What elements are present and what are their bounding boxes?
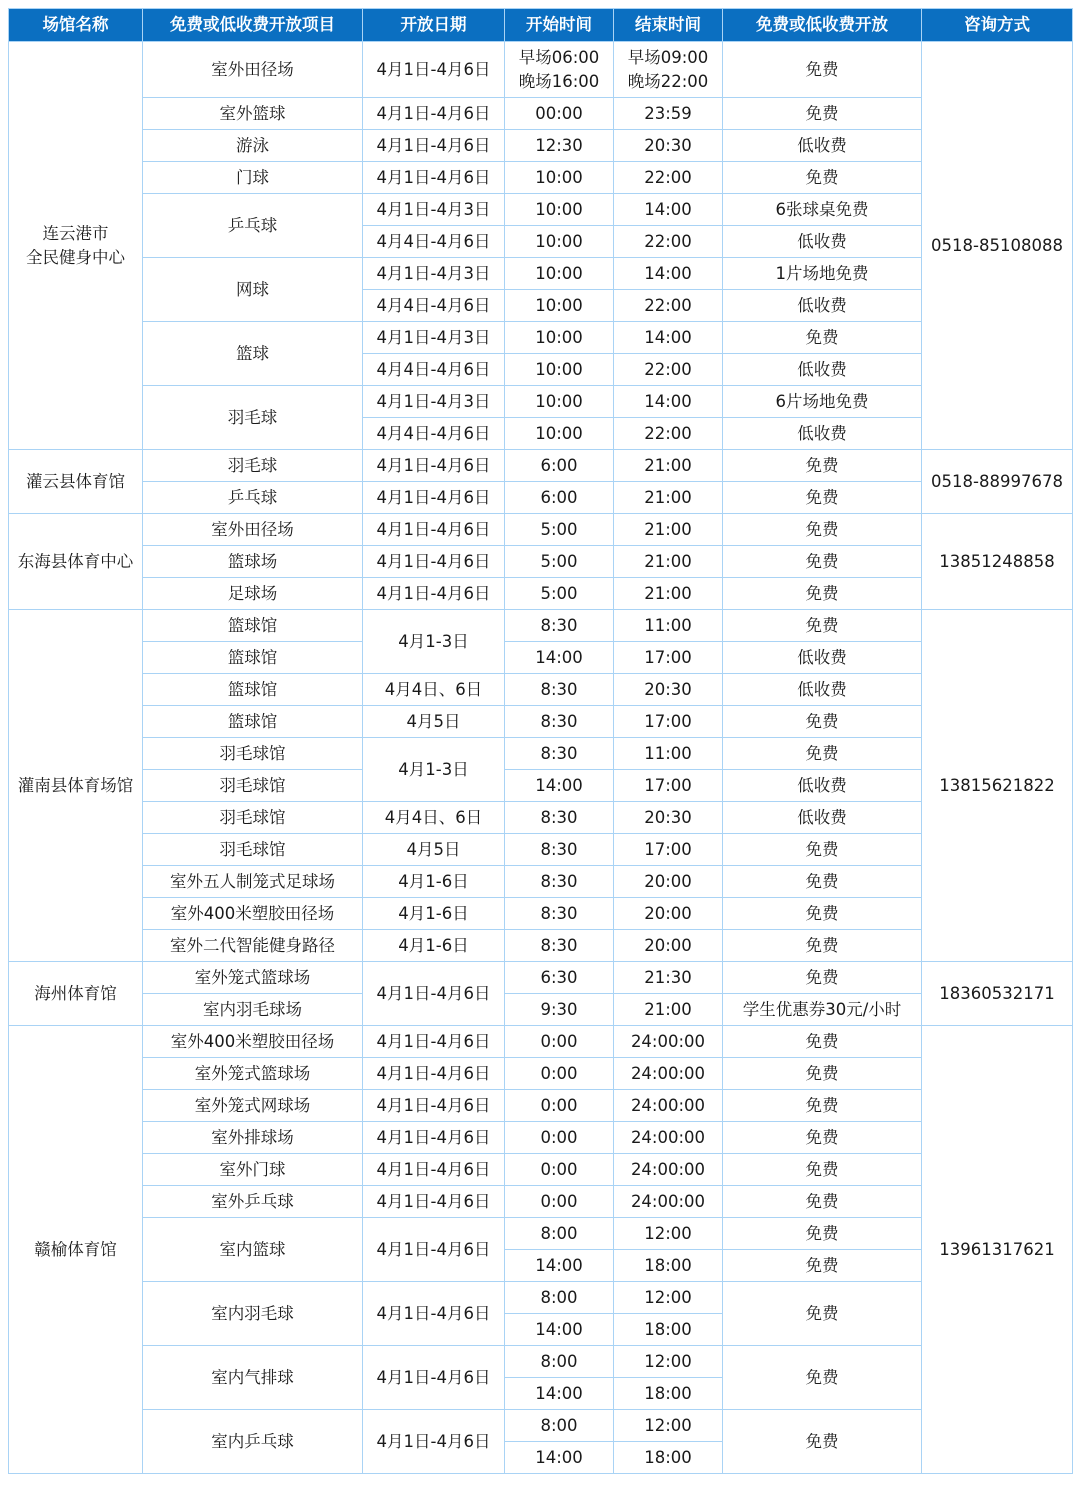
table-cell: 17:00 bbox=[614, 706, 723, 738]
table-row bbox=[9, 450, 1073, 482]
table-cell: 4月1日-4月6日 bbox=[363, 98, 505, 130]
table-cell: 10:00 bbox=[505, 322, 614, 354]
table-cell: 24:00:00 bbox=[614, 1122, 723, 1154]
table-cell: 篮球馆 bbox=[143, 642, 363, 674]
table-cell: 20:30 bbox=[614, 802, 723, 834]
table-cell: 篮球馆 bbox=[143, 706, 363, 738]
table-row bbox=[9, 610, 1073, 642]
table-cell: 早场06:00 晚场16:00 bbox=[505, 42, 614, 98]
table-cell: 14:00 bbox=[614, 194, 723, 226]
table-cell: 17:00 bbox=[614, 834, 723, 866]
table-cell: 13851248858 bbox=[922, 514, 1073, 610]
table-cell: 23:59 bbox=[614, 98, 723, 130]
table-cell: 20:30 bbox=[614, 130, 723, 162]
table-cell: 免费 bbox=[723, 98, 922, 130]
table-cell: 免费 bbox=[723, 1058, 922, 1090]
table-cell: 24:00:00 bbox=[614, 1154, 723, 1186]
table-cell: 4月1日-4月3日 bbox=[363, 322, 505, 354]
table-cell: 免费 bbox=[723, 1250, 922, 1282]
table-cell: 免费 bbox=[723, 1346, 922, 1410]
table-cell: 4月1日-4月6日 bbox=[363, 42, 505, 98]
table-cell: 室内气排球 bbox=[143, 1346, 363, 1410]
table-cell: 4月1-6日 bbox=[363, 898, 505, 930]
table-cell: 室内羽毛球场 bbox=[143, 994, 363, 1026]
table-cell: 14:00 bbox=[505, 1250, 614, 1282]
table-cell: 10:00 bbox=[505, 386, 614, 418]
table-cell: 低收费 bbox=[723, 130, 922, 162]
table-cell: 4月1日-4月3日 bbox=[363, 386, 505, 418]
table-cell: 22:00 bbox=[614, 226, 723, 258]
table-cell: 20:00 bbox=[614, 898, 723, 930]
table-cell: 4月4日-4月6日 bbox=[363, 354, 505, 386]
table-cell: 8:00 bbox=[505, 1218, 614, 1250]
table-row bbox=[9, 1218, 1073, 1250]
table-cell: 4月1日-4月6日 bbox=[363, 1410, 505, 1474]
table-cell: 免费 bbox=[723, 738, 922, 770]
table-cell: 羽毛球馆 bbox=[143, 802, 363, 834]
table-cell: 00:00 bbox=[505, 98, 614, 130]
table-cell: 低收费 bbox=[723, 770, 922, 802]
table-cell: 14:00 bbox=[614, 258, 723, 290]
table-cell: 4月1日-4月6日 bbox=[363, 130, 505, 162]
table-cell: 4月4日、6日 bbox=[363, 802, 505, 834]
table-cell: 篮球馆 bbox=[143, 610, 363, 642]
table-cell: 低收费 bbox=[723, 354, 922, 386]
table-cell: 免费 bbox=[723, 322, 922, 354]
table-cell: 4月1日-4月6日 bbox=[363, 1026, 505, 1058]
table-cell: 4月1日-4月6日 bbox=[363, 1186, 505, 1218]
table-cell: 0518-85108088 bbox=[922, 42, 1073, 450]
table-cell: 4月1日-4月6日 bbox=[363, 450, 505, 482]
table-cell: 18:00 bbox=[614, 1250, 723, 1282]
table-cell: 4月1日-4月6日 bbox=[363, 482, 505, 514]
table-cell: 4月1日-4月6日 bbox=[363, 1122, 505, 1154]
table-cell: 11:00 bbox=[614, 738, 723, 770]
table-cell: 免费 bbox=[723, 162, 922, 194]
table-cell: 21:30 bbox=[614, 962, 723, 994]
table-cell: 8:30 bbox=[505, 834, 614, 866]
table-cell: 免费 bbox=[723, 898, 922, 930]
table-cell: 20:00 bbox=[614, 866, 723, 898]
table-cell: 免费 bbox=[723, 962, 922, 994]
table-cell: 24:00:00 bbox=[614, 1026, 723, 1058]
table-cell: 0:00 bbox=[505, 1026, 614, 1058]
table-cell: 8:30 bbox=[505, 930, 614, 962]
table-cell: 室外乒乓球 bbox=[143, 1186, 363, 1218]
table-cell: 赣榆体育馆 bbox=[9, 1026, 143, 1474]
table-cell: 4月1日-4月6日 bbox=[363, 578, 505, 610]
table-row bbox=[9, 770, 1073, 802]
table-cell: 8:30 bbox=[505, 674, 614, 706]
table-cell: 12:00 bbox=[614, 1346, 723, 1378]
table-row bbox=[9, 994, 1073, 1026]
table-cell: 篮球馆 bbox=[143, 674, 363, 706]
table-cell: 灌南县体育场馆 bbox=[9, 610, 143, 962]
table-cell: 4月4日-4月6日 bbox=[363, 290, 505, 322]
table-cell: 24:00:00 bbox=[614, 1090, 723, 1122]
table-cell: 室外田径场 bbox=[143, 42, 363, 98]
table-cell: 足球场 bbox=[143, 578, 363, 610]
table-cell: 免费 bbox=[723, 482, 922, 514]
table-cell: 17:00 bbox=[614, 642, 723, 674]
table-cell: 4月1日-4月3日 bbox=[363, 258, 505, 290]
table-cell: 乒乓球 bbox=[143, 482, 363, 514]
table-cell: 室外五人制笼式足球场 bbox=[143, 866, 363, 898]
table-cell: 室外田径场 bbox=[143, 514, 363, 546]
table-cell: 羽毛球馆 bbox=[143, 738, 363, 770]
table-cell: 4月5日 bbox=[363, 706, 505, 738]
table-row bbox=[9, 322, 1073, 354]
table-cell: 8:30 bbox=[505, 898, 614, 930]
table-cell: 室外笼式篮球场 bbox=[143, 1058, 363, 1090]
table-cell: 室外排球场 bbox=[143, 1122, 363, 1154]
table-row bbox=[9, 258, 1073, 290]
table-cell: 10:00 bbox=[505, 354, 614, 386]
table-cell: 篮球 bbox=[143, 322, 363, 386]
table-cell: 18:00 bbox=[614, 1378, 723, 1410]
table-cell: 6张球桌免费 bbox=[723, 194, 922, 226]
table-cell: 22:00 bbox=[614, 290, 723, 322]
table-cell: 10:00 bbox=[505, 418, 614, 450]
table-row bbox=[9, 834, 1073, 866]
table-cell: 5:00 bbox=[505, 546, 614, 578]
table-cell: 室内篮球 bbox=[143, 1218, 363, 1282]
table-cell: 低收费 bbox=[723, 674, 922, 706]
table-row bbox=[9, 386, 1073, 418]
table-row bbox=[9, 1026, 1073, 1058]
table-cell: 17:00 bbox=[614, 770, 723, 802]
table-cell: 乒乓球 bbox=[143, 194, 363, 258]
table-cell: 5:00 bbox=[505, 514, 614, 546]
table-cell: 8:30 bbox=[505, 610, 614, 642]
table-row bbox=[9, 1090, 1073, 1122]
table-cell: 连云港市 全民健身中心 bbox=[9, 42, 143, 450]
table-cell: 4月4日-4月6日 bbox=[363, 226, 505, 258]
table-cell: 24:00:00 bbox=[614, 1186, 723, 1218]
table-cell: 8:30 bbox=[505, 802, 614, 834]
table-cell: 室外400米塑胶田径场 bbox=[143, 898, 363, 930]
table-cell: 4月1日-4月6日 bbox=[363, 1218, 505, 1282]
table-cell: 游泳 bbox=[143, 130, 363, 162]
table-cell: 0:00 bbox=[505, 1154, 614, 1186]
table-cell: 4月1日-4月6日 bbox=[363, 162, 505, 194]
table-cell: 免费 bbox=[723, 1090, 922, 1122]
table-row bbox=[9, 194, 1073, 226]
table-cell: 13961317621 bbox=[922, 1026, 1073, 1474]
table-cell: 18360532171 bbox=[922, 962, 1073, 1026]
table-cell: 10:00 bbox=[505, 194, 614, 226]
table-cell: 0:00 bbox=[505, 1186, 614, 1218]
table-cell: 羽毛球 bbox=[143, 386, 363, 450]
table-cell: 8:00 bbox=[505, 1282, 614, 1314]
table-cell: 22:00 bbox=[614, 418, 723, 450]
table-row bbox=[9, 674, 1073, 706]
table-cell: 6:00 bbox=[505, 482, 614, 514]
table-cell: 室外400米塑胶田径场 bbox=[143, 1026, 363, 1058]
table-cell: 0:00 bbox=[505, 1122, 614, 1154]
table-cell: 24:00:00 bbox=[614, 1058, 723, 1090]
table-cell: 10:00 bbox=[505, 226, 614, 258]
header-venue: 场馆名称 bbox=[9, 9, 143, 42]
table-row bbox=[9, 514, 1073, 546]
table-cell: 羽毛球 bbox=[143, 450, 363, 482]
table-cell: 4月5日 bbox=[363, 834, 505, 866]
table-cell: 低收费 bbox=[723, 642, 922, 674]
table-cell: 网球 bbox=[143, 258, 363, 322]
venue-schedule-table bbox=[8, 8, 1073, 1474]
table-cell: 18:00 bbox=[614, 1314, 723, 1346]
table-cell: 免费 bbox=[723, 1122, 922, 1154]
table-cell: 4月1-3日 bbox=[363, 610, 505, 674]
table-row bbox=[9, 1346, 1073, 1378]
table-cell: 12:30 bbox=[505, 130, 614, 162]
table-cell: 6片场地免费 bbox=[723, 386, 922, 418]
table-cell: 免费 bbox=[723, 1186, 922, 1218]
table-cell: 8:30 bbox=[505, 706, 614, 738]
table-cell: 14:00 bbox=[505, 1314, 614, 1346]
table-cell: 免费 bbox=[723, 450, 922, 482]
table-row bbox=[9, 1282, 1073, 1314]
table-cell: 室外笼式篮球场 bbox=[143, 962, 363, 994]
table-row bbox=[9, 130, 1073, 162]
table-cell: 8:00 bbox=[505, 1410, 614, 1442]
table-row bbox=[9, 578, 1073, 610]
table-cell: 羽毛球馆 bbox=[143, 834, 363, 866]
table-cell: 21:00 bbox=[614, 546, 723, 578]
table-cell: 18:00 bbox=[614, 1442, 723, 1474]
table-cell: 4月1日-4月6日 bbox=[363, 1090, 505, 1122]
table-row bbox=[9, 546, 1073, 578]
table-row bbox=[9, 738, 1073, 770]
table-row bbox=[9, 98, 1073, 130]
table-row bbox=[9, 1058, 1073, 1090]
table-cell: 4月1日-4月6日 bbox=[363, 514, 505, 546]
table-cell: 室外门球 bbox=[143, 1154, 363, 1186]
table-cell: 13815621822 bbox=[922, 610, 1073, 962]
table-cell: 免费 bbox=[723, 930, 922, 962]
table-cell: 免费 bbox=[723, 578, 922, 610]
table-row bbox=[9, 802, 1073, 834]
table-cell: 门球 bbox=[143, 162, 363, 194]
header-start-time: 开始时间 bbox=[505, 9, 614, 42]
table-cell: 22:00 bbox=[614, 162, 723, 194]
table-cell: 0:00 bbox=[505, 1090, 614, 1122]
header-end-time: 结束时间 bbox=[614, 9, 723, 42]
table-row bbox=[9, 1122, 1073, 1154]
table-cell: 8:00 bbox=[505, 1346, 614, 1378]
table-cell: 4月1日-4月6日 bbox=[363, 546, 505, 578]
table-cell: 9:30 bbox=[505, 994, 614, 1026]
table-cell: 低收费 bbox=[723, 418, 922, 450]
table-cell: 12:00 bbox=[614, 1218, 723, 1250]
table-cell: 0:00 bbox=[505, 1058, 614, 1090]
table-cell: 14:00 bbox=[505, 1378, 614, 1410]
table-cell: 低收费 bbox=[723, 290, 922, 322]
table-cell: 8:30 bbox=[505, 738, 614, 770]
table-row bbox=[9, 930, 1073, 962]
table-cell: 10:00 bbox=[505, 258, 614, 290]
table-row bbox=[9, 642, 1073, 674]
table-cell: 10:00 bbox=[505, 290, 614, 322]
table-cell: 免费 bbox=[723, 1218, 922, 1250]
table-cell: 12:00 bbox=[614, 1282, 723, 1314]
table-cell: 14:00 bbox=[614, 322, 723, 354]
table-row bbox=[9, 962, 1073, 994]
table-cell: 12:00 bbox=[614, 1410, 723, 1442]
table-cell: 4月1-3日 bbox=[363, 738, 505, 802]
table-cell: 4月4日、6日 bbox=[363, 674, 505, 706]
table-cell: 20:00 bbox=[614, 930, 723, 962]
table-cell: 4月1日-4月6日 bbox=[363, 1058, 505, 1090]
table-cell: 20:30 bbox=[614, 674, 723, 706]
table-cell: 免费 bbox=[723, 1026, 922, 1058]
table-cell: 4月1-6日 bbox=[363, 930, 505, 962]
table-cell: 21:00 bbox=[614, 578, 723, 610]
table-cell: 室内乒乓球 bbox=[143, 1410, 363, 1474]
table-cell: 低收费 bbox=[723, 226, 922, 258]
table-cell: 21:00 bbox=[614, 994, 723, 1026]
table-cell: 4月1日-4月3日 bbox=[363, 194, 505, 226]
table-cell: 室外篮球 bbox=[143, 98, 363, 130]
header-date: 开放日期 bbox=[363, 9, 505, 42]
table-cell: 免费 bbox=[723, 706, 922, 738]
table-cell: 灌云县体育馆 bbox=[9, 450, 143, 514]
table-cell: 免费 bbox=[723, 42, 922, 98]
header-row bbox=[9, 9, 1073, 42]
table-cell: 早场09:00 晚场22:00 bbox=[614, 42, 723, 98]
table-cell: 0518-88997678 bbox=[922, 450, 1073, 514]
table-row bbox=[9, 482, 1073, 514]
table-cell: 5:00 bbox=[505, 578, 614, 610]
table-cell: 羽毛球馆 bbox=[143, 770, 363, 802]
table-cell: 14:00 bbox=[614, 386, 723, 418]
table-cell: 6:30 bbox=[505, 962, 614, 994]
table-row bbox=[9, 1186, 1073, 1218]
table-cell: 室外笼式网球场 bbox=[143, 1090, 363, 1122]
table-cell: 免费 bbox=[723, 834, 922, 866]
table-cell: 10:00 bbox=[505, 162, 614, 194]
table-cell: 1片场地免费 bbox=[723, 258, 922, 290]
table-row bbox=[9, 866, 1073, 898]
table-cell: 免费 bbox=[723, 610, 922, 642]
table-cell: 篮球场 bbox=[143, 546, 363, 578]
table-cell: 低收费 bbox=[723, 802, 922, 834]
table-cell: 22:00 bbox=[614, 354, 723, 386]
table-cell: 东海县体育中心 bbox=[9, 514, 143, 610]
header-fee: 免费或低收费开放 bbox=[723, 9, 922, 42]
table-cell: 11:00 bbox=[614, 610, 723, 642]
table-cell: 21:00 bbox=[614, 450, 723, 482]
table-row bbox=[9, 1410, 1073, 1442]
table-body bbox=[9, 42, 1073, 1474]
table-cell: 14:00 bbox=[505, 1442, 614, 1474]
table-cell: 免费 bbox=[723, 514, 922, 546]
table-cell: 免费 bbox=[723, 546, 922, 578]
table-cell: 21:00 bbox=[614, 482, 723, 514]
table-row bbox=[9, 1154, 1073, 1186]
table-row bbox=[9, 42, 1073, 98]
table-cell: 室外二代智能健身路径 bbox=[143, 930, 363, 962]
table-cell: 14:00 bbox=[505, 770, 614, 802]
table-cell: 4月1日-4月6日 bbox=[363, 1346, 505, 1410]
table-cell: 21:00 bbox=[614, 514, 723, 546]
table-cell: 8:30 bbox=[505, 866, 614, 898]
table-cell: 4月1日-4月6日 bbox=[363, 1282, 505, 1346]
table-cell: 室内羽毛球 bbox=[143, 1282, 363, 1346]
table-row bbox=[9, 162, 1073, 194]
table-cell: 免费 bbox=[723, 1282, 922, 1346]
table-cell: 4月1日-4月6日 bbox=[363, 1154, 505, 1186]
table-cell: 4月1日-4月6日 bbox=[363, 962, 505, 1026]
table-cell: 6:00 bbox=[505, 450, 614, 482]
table-cell: 4月1-6日 bbox=[363, 866, 505, 898]
header-item: 免费或低收费开放项目 bbox=[143, 9, 363, 42]
table-cell: 免费 bbox=[723, 1154, 922, 1186]
table-row bbox=[9, 706, 1073, 738]
table-row bbox=[9, 898, 1073, 930]
header-contact: 咨询方式 bbox=[922, 9, 1073, 42]
table-cell: 免费 bbox=[723, 1410, 922, 1474]
table-cell: 4月4日-4月6日 bbox=[363, 418, 505, 450]
table-cell: 免费 bbox=[723, 866, 922, 898]
table-cell: 学生优惠券30元/小时 bbox=[723, 994, 922, 1026]
table-cell: 海州体育馆 bbox=[9, 962, 143, 1026]
table-cell: 14:00 bbox=[505, 642, 614, 674]
